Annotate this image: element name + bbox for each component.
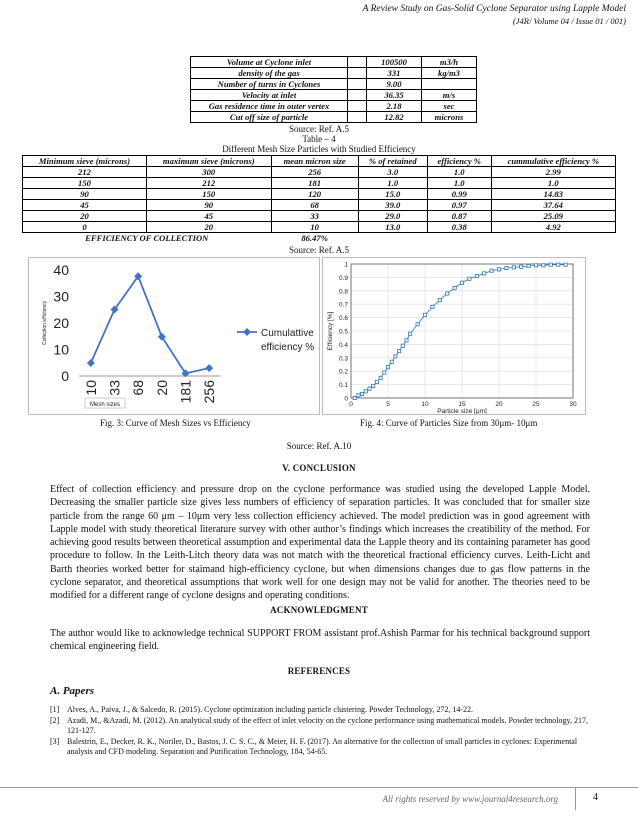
table-cyclone-parameters [190,56,477,123]
data-point [357,394,360,397]
data-point [383,371,386,374]
series-line [91,276,209,373]
legend-marker [243,328,251,336]
data-point [87,359,95,367]
table-cell: 20 [23,211,147,222]
table-row [23,200,616,211]
x-axis-label: Mesh sizes [89,402,121,408]
table-cell: m3/h [422,57,477,68]
table-header-cell: mean micron size [271,156,358,167]
data-point [431,305,434,308]
y-tick-label: 1 [344,261,348,269]
data-point [375,380,378,383]
y-tick-label: 30 [53,288,69,305]
table-cell: 150 [23,178,147,189]
table-cell: 120 [271,189,358,200]
table-cell: 15.0 [358,189,427,200]
data-point [527,264,530,267]
table-row [191,57,477,68]
table-row [191,68,477,79]
table4-title: Different Mesh Size Particles with Studied Efficiency [222,144,416,154]
data-point [453,287,456,290]
table-header-cell: % of retained [358,156,427,167]
y-tick-label: 20 [53,315,69,331]
table-cell: sec [422,101,477,112]
reference-number: [2] [50,715,60,725]
table-cell: Volume at Cyclone inlet [191,57,348,68]
table-cell: 13.0 [358,222,427,233]
data-point [505,266,508,269]
table-cell: 36.35 [367,90,422,101]
references-heading: REFERENCES [287,666,351,676]
table-row [23,211,616,222]
table-cell [348,90,367,101]
table-cell: 0.87 [427,211,491,222]
data-point [438,299,441,302]
data-point [423,313,426,316]
table-row [191,90,477,101]
x-tick-label: 20 [153,380,170,396]
data-point [361,392,364,395]
x-tick-label: 10 [421,401,429,408]
table-cell: 90 [23,189,147,200]
fig3-chart-svg [29,258,319,414]
table-cell: 256 [271,167,358,178]
data-point [390,360,393,363]
acknowledgment-text: The author would like to acknowledge technical SUPPORT FROM assistant prof.Ashish Parmar for his technical background support chemical engineering field. [50,628,590,653]
table-cell: 10 [271,222,358,233]
x-tick-label: 68 [130,380,147,396]
table-cell: 0 [23,222,147,233]
x-axis-label: Particle size [μm] [437,408,487,414]
y-tick-label: 0.5 [338,328,348,336]
data-point [379,376,382,379]
y-tick-label: 0.7 [338,301,348,309]
data-point [409,332,412,335]
table4-source: Source: Ref. A.5 [289,245,349,255]
table-header-cell: efficiency % [427,156,491,167]
table-mesh-size-efficiency [22,155,616,243]
table-row [191,79,477,90]
y-tick-label: 10 [53,341,69,358]
data-point [490,269,493,272]
table-cell: 1.0 [427,178,491,189]
data-point [394,355,397,358]
table-cell: Velocity at inlet [191,90,348,101]
x-tick-label: 25 [532,401,540,408]
x-tick-label: 256 [201,380,218,404]
reference-item [50,705,590,716]
table-cell: 0.97 [427,200,491,211]
table-cell [348,57,367,68]
data-point [483,272,486,275]
efficiency-label: EFFICIENCY OF COLLECTION [85,233,209,243]
table-cell: Cut off size of particle [191,112,348,123]
fig4-chart [322,257,586,415]
y-tick-label: 0 [61,368,69,384]
y-tick-label: 0 [344,395,348,403]
footer-copyright: All rights reserved by www.journal4research.org [382,794,558,804]
table-cell: 25.09 [491,211,615,222]
reference-text: Alves, A., Paiva, J., & Salcedo, R. (2015). Cyclone optimization including particle clustering. Powder Technology, 272, 14-22. [67,705,474,714]
y-axis-label: Efficiency [%] [327,311,334,351]
table-cell: 4.92 [491,222,615,233]
reference-item [50,716,590,737]
y-tick-label: 40 [53,262,69,278]
y-tick-label: 0.9 [338,274,348,282]
table-cell [348,101,367,112]
y-axis-label: Collection efficiency [42,300,48,346]
page-number: 4 [593,792,598,803]
table-cell: 150 [146,189,271,200]
table-cell: microns [422,112,477,123]
figures-source: Source: Ref. A.10 [286,441,352,451]
data-point [405,339,408,342]
table-cell: 331 [367,68,422,79]
data-point [497,268,500,271]
table-cell: 300 [146,167,271,178]
table-cell: 68 [271,200,358,211]
data-point [416,323,419,326]
table-cell: 2.18 [367,101,422,112]
fig3-chart [28,257,320,415]
efficiency-value: 86.47% [301,233,328,243]
data-point [512,266,515,269]
data-point [534,264,537,267]
table-cell: 12.82 [367,112,422,123]
data-point [368,387,371,390]
fig3-caption: Fig. 3: Curve of Mesh Sizes vs Efficiency [100,418,251,428]
table-cell: density of the gas [191,68,348,79]
table-cell: 212 [23,167,147,178]
data-point [372,384,375,387]
reference-number: [3] [50,736,60,746]
table-cell: 14.83 [491,189,615,200]
table-cell: m/s [422,90,477,101]
table-cell: 20 [146,222,271,233]
data-point [398,350,401,353]
table-cell: 39.0 [358,200,427,211]
table-cell: 33 [271,211,358,222]
table-row [23,167,616,178]
fig4-chart-svg [323,258,585,414]
reference-text: Azadi, M., &Azadi, M. (2012). An analytical study of the effect of inlet velocity on the cyclone performance using mathematical models. Powder technology, 217, 121-127. [67,715,588,735]
page-number-box [575,788,606,810]
running-header-title: A Review Study on Gas-Solid Cyclone Separator using Lapple Model [362,4,626,14]
y-tick-label: 0.4 [338,341,348,349]
table-cell: 9.00 [367,79,422,90]
table-cell: 2.99 [491,167,615,178]
y-tick-label: 0.2 [338,368,348,376]
table-cell: 29.0 [358,211,427,222]
y-tick-label: 0.8 [338,288,348,296]
reference-list [50,705,590,758]
reference-item [50,737,590,758]
reference-text: Balestrin, E., Decker, R. K., Noriler, D., Bastos, J. C. S. C., & Meier, H. F. (2017). An alternative for the collection of small particles in cyclones: Experimental analysis and CFD modeling. Separation and Purification Technology, 184, 54-65. [67,736,578,756]
data-point [475,274,478,277]
data-point [205,364,213,372]
table-cell: 37.64 [491,200,615,211]
data-point [364,390,367,393]
table-cell [422,79,477,90]
data-point [386,366,389,369]
table-cell: 181 [271,178,358,189]
x-tick-label: 181 [177,380,194,404]
table-cell: 90 [146,200,271,211]
data-point [564,263,567,266]
table-cell: 1.0 [427,167,491,178]
table-header-cell: cummulative efficiency % [491,156,615,167]
reference-number: [1] [50,705,60,714]
y-tick-label: 0.1 [338,382,348,390]
table-cell: 0.99 [427,189,491,200]
table-cell [348,68,367,79]
table-header-cell: Minimum sieve (microns) [23,156,147,167]
x-tick-label: 20 [495,401,503,408]
data-point [401,344,404,347]
table-cell: 45 [146,211,271,222]
acknowledgment-heading: ACKNOWLEDGMENT [270,605,368,615]
table-row [191,112,477,123]
x-tick-label: 5 [386,401,390,408]
x-tick-label: 15 [458,401,466,408]
table-row [23,222,616,233]
table-cell: 100500 [367,57,422,68]
data-point [468,277,471,280]
table-cell: 1.0 [358,178,427,189]
table-row [23,189,616,200]
references-subheading: A. Papers [50,685,94,697]
footer-divider [0,787,638,788]
conclusion-text: Effect of collection efficiency and pressure drop on the cyclone performance was studied using the developed Lapple Model. Decreasing the smaller particle size gives less numbers of efficiency of separation particles. It was concluded that for smaller size particle from the range 60 μm – 10μm very less collection efficiency achieved. The model prediction was in good agreement with Lapple model with study theoretical literature survey with other author’s findings which increases the creatibility of the method. For achieving good results between theoretical assumption and experimental data the Lapple theory and its containing parameter has good procedure to follow. In the Leith-Litch theory data was not match with the theoretical fractional efficiency curves. Leith-Licht and Barth theories worked better for staimand high-efficiency cyclone, but when dimensions changes due to gas flow patterns in the cyclone separator, and theoretical assumptions that work well for one design may not be valid for another. The theories need to be modified for a different range of cyclone designs and operating conditions. [50,484,590,602]
legend-label: efficiency % [261,342,315,353]
table-cell [348,79,367,90]
x-tick-label: 0 [349,401,353,408]
table-cell: Number of turns in Cyclones [191,79,348,90]
table-footer-row [23,233,616,244]
data-point [520,265,523,268]
data-point [542,264,545,267]
y-tick-label: 0.6 [338,315,348,323]
table3-source: Source: Ref. A.5 [289,124,349,134]
table-cell: 212 [146,178,271,189]
legend-label: Cumulattive [261,328,314,339]
table-cell: 1.0 [491,178,615,189]
table-cell: 45 [23,200,147,211]
y-tick-label: 0.3 [338,355,348,363]
table-cell: kg/m3 [422,68,477,79]
table-cell: 0.38 [427,222,491,233]
x-tick-label: 30 [569,401,577,408]
data-point [353,396,356,399]
table-row [23,178,616,189]
running-header-volume: (J4R/ Volume 04 / Issue 01 / 001) [512,16,626,26]
x-tick-label: 33 [106,380,123,396]
data-point [460,281,463,284]
conclusion-heading: V. CONCLUSION [282,463,356,473]
table-cell [348,112,367,123]
table-cell: Gas residence time in outer vertex [191,101,348,112]
data-point [549,263,552,266]
table-header-cell: maximum sieve (microns) [146,156,271,167]
data-point [446,292,449,295]
fig4-caption: Fig. 4: Curve of Particles Size from 30μm- 10μm [360,418,538,428]
data-point [557,263,560,266]
table4-label: Table – 4 [302,134,336,144]
table-cell: 3.0 [358,167,427,178]
x-tick-label: 10 [82,380,99,396]
table-row [191,101,477,112]
